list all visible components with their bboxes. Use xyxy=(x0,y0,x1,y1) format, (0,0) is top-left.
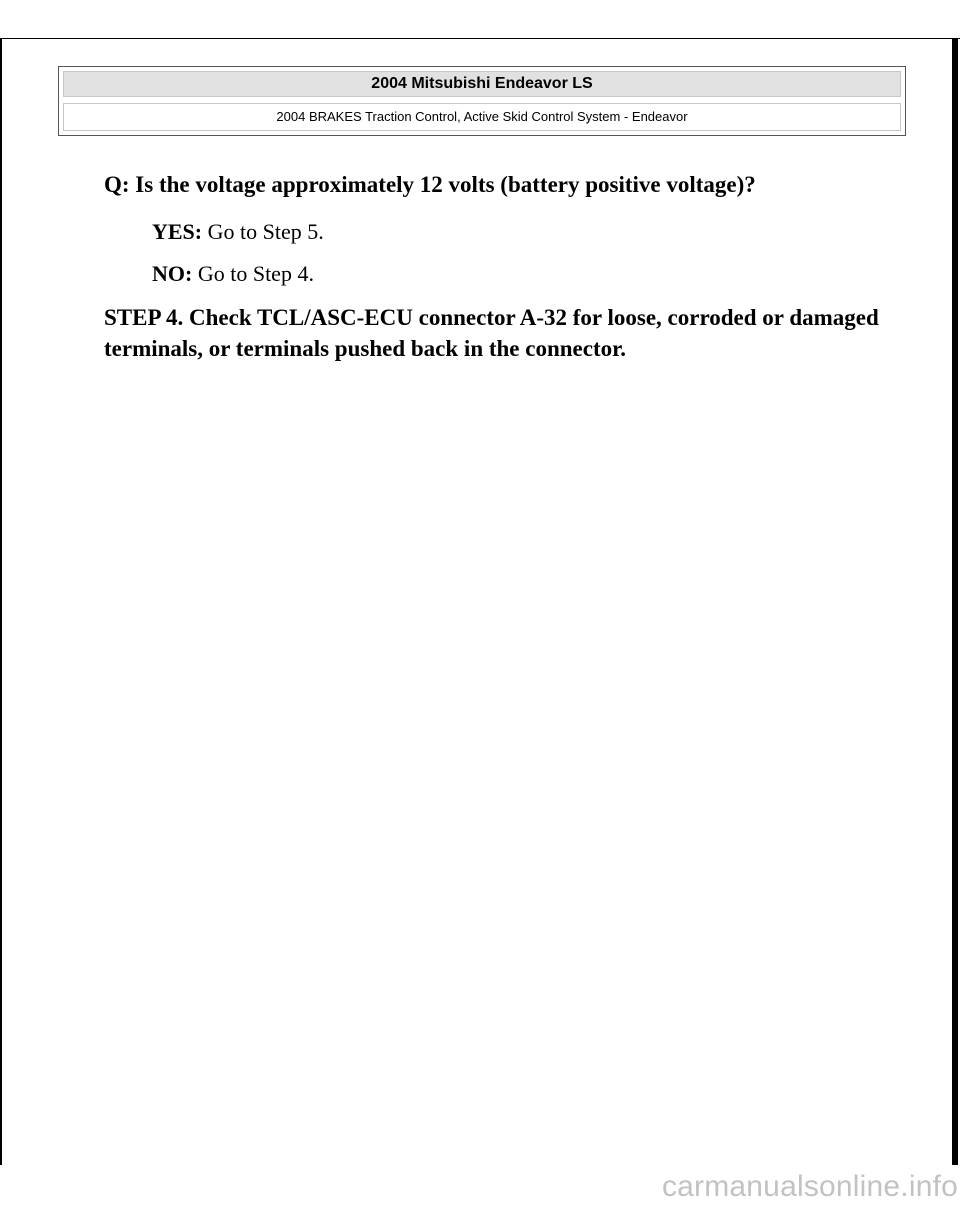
diagnostic-question: Q: Is the voltage approximately 12 volts (battery positive voltage)? xyxy=(104,172,756,197)
answer-yes-text: Go to Step 5. xyxy=(202,219,324,244)
page-content xyxy=(104,170,884,364)
header-subtitle: 2004 BRAKES Traction Control, Active Skid Control System - Endeavor xyxy=(63,103,901,131)
header-title: 2004 Mitsubishi Endeavor LS xyxy=(63,71,901,97)
page-frame-left-border xyxy=(0,38,2,1165)
step-heading: STEP 4. Check TCL/ASC-ECU connector A-32 for loose, corroded or damaged terminals, or terminals pushed back in the connector. xyxy=(104,305,879,361)
page-frame-right-border xyxy=(952,38,958,1165)
answer-no-text: Go to Step 4. xyxy=(192,261,314,286)
answer-no-label: NO: xyxy=(152,261,193,286)
answer-yes-label: YES: xyxy=(152,219,203,244)
document-header xyxy=(58,66,906,136)
answer-no xyxy=(152,260,884,288)
answer-yes xyxy=(152,218,884,246)
site-watermark: carmanualsonline.info xyxy=(661,1170,958,1203)
page-frame-top-line xyxy=(0,38,960,39)
